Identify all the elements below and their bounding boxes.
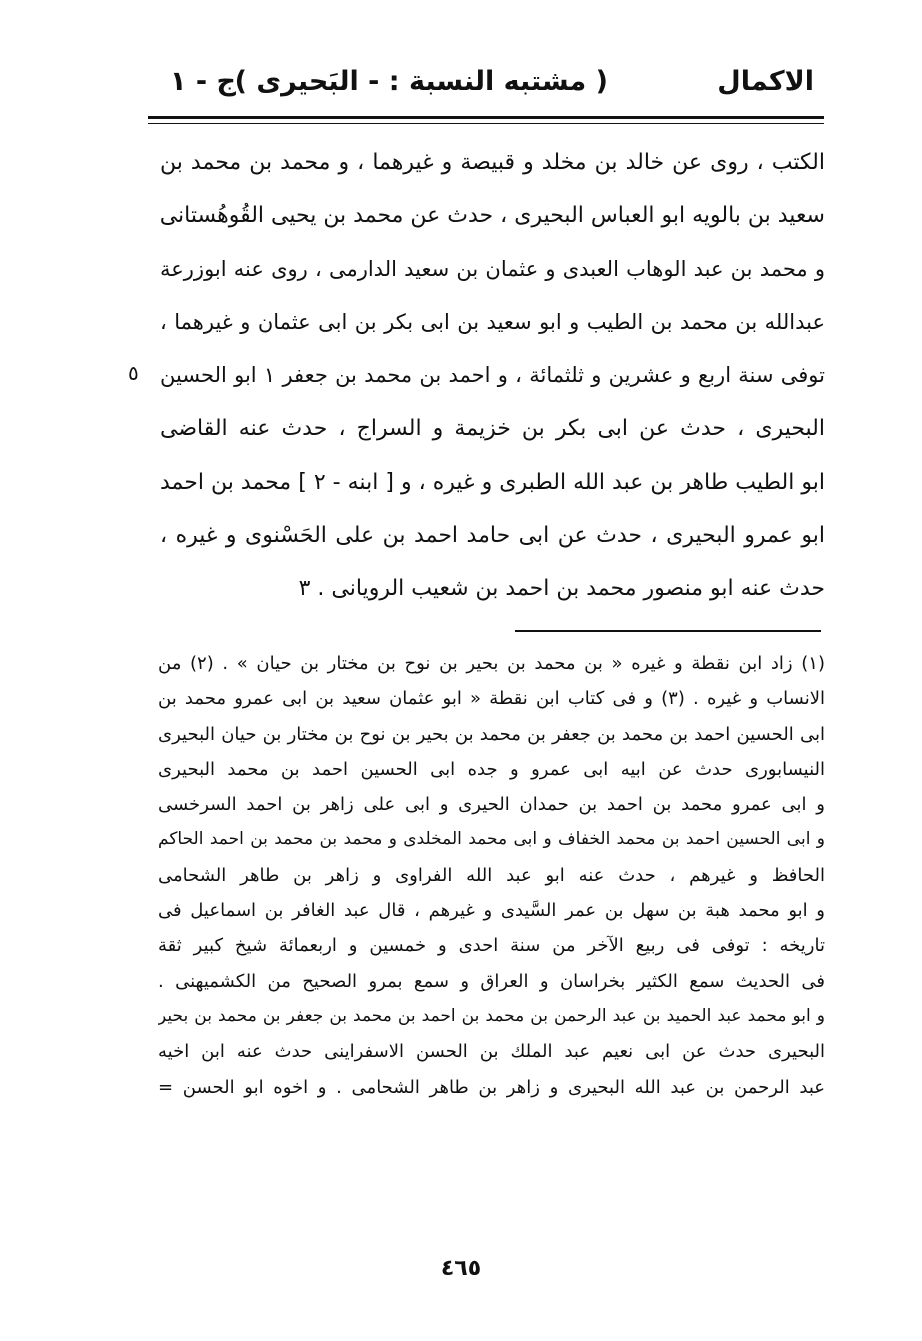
section-title: ( مشتبه النسبة : - البَحيرى ) (234, 66, 608, 97)
footnote-line: و ابى الحسين احمد بن محمد الخفاف و ابى محمد المخلدى و محمد بن محمد بن احمد الحاكم (158, 829, 825, 850)
main-text-line: حدث عنه ابو منصور محمد بن احمد بن شعيب الرويانى . ٣ (298, 576, 825, 602)
volume-label: ج - ١ (170, 66, 236, 97)
footnote-line: ابى الحسين احمد بن محمد بن جعفر بن محمد بن بحير بن نوح بن مختار بن حيان البحيرى (158, 723, 825, 745)
footnote-rule (515, 630, 821, 632)
main-text-line: سعيد بن بالويه ابو العباس البحيرى ، حدث عن محمد بن يحيى القُوهُستانى (160, 203, 825, 229)
header-rule-thick (148, 116, 824, 119)
footnote-line: (١) زاد ابن نقطة و غيره « بن محمد بن بحير بن نوح بن مختار بن حيان » . (٢) من (158, 653, 825, 674)
footnote-line: تاريخه : توفى فى ربيع الآخر من سنة احدى و خمسين و اربعمائة شيخ كبير ثقة (158, 935, 825, 957)
footnote-line: الحافظ و غيرهم ، حدث عنه ابو عبد الله الفراوى و زاهر بن طاهر الشحامى (158, 864, 825, 886)
main-text-line: ابو الطيب طاهر بن عبد الله الطبرى و غيره ، و [ ابنه - ٢ ] محمد بن احمد (160, 469, 825, 495)
main-text (160, 136, 825, 616)
footnote-line: فى الحديث سمع الكثير بخراسان و العراق و سمع بمرو الصحيح من الكشميهنى . (158, 970, 825, 992)
main-text-line: توفى سنة اربع و عشرين و ثلثمائة ، و احمد بن محمد بن جعفر ١ ابو الحسين (160, 363, 825, 388)
book-title: الاكمال (717, 66, 814, 97)
footnote-line: البحيرى حدث عن ابى نعيم عبد الملك بن الحسن الاسفراينى حدث عنه ابن اخيه (158, 1041, 825, 1063)
footnote-line: و ابو محمد عبد الحميد بن عبد الرحمن بن محمد بن احمد بن محمد بن جعفر بن محمد بن بحير (158, 1005, 825, 1026)
footnote-line: و ابو محمد هبة بن سهل بن عمر السَّيدى و غيرهم ، قال عبد الغافر بن اسماعيل فى (158, 900, 825, 922)
main-text-line: ابو عمرو البحيرى ، حدث عن ابى حامد احمد بن على الحَسْنوى و غيره ، (160, 523, 825, 549)
header-rule-thin (148, 123, 824, 124)
main-text-line: البحيرى ، حدث عن ابى بكر بن خزيمة و السراج ، حدث عنه القاضى (160, 416, 825, 442)
main-text-line: عبدالله بن محمد بن الطيب و ابو سعيد بن ابى بكر بن ابى عثمان و غيرهما ، (160, 309, 825, 334)
page-number: ٤٦٥ (440, 1256, 482, 1281)
line-number-mark: ٥ (128, 361, 139, 385)
main-text-line: الكتب ، روى عن خالد بن مخلد و قبيصة و غيرهما ، و محمد بن محمد بن (160, 150, 825, 175)
main-text-line: و محمد بن عبد الوهاب العبدى و عثمان بن سعيد الدارمى ، روى عنه ابوزرعة (160, 256, 825, 281)
footnotes (158, 646, 825, 1105)
footnote-line: و ابى عمرو محمد بن احمد بن حمدان الحيرى و ابى على زاهر بن احمد السرخسى (158, 794, 825, 816)
footnote-line: الانساب و غيره . (٣) و فى كتاب ابن نقطة « ابو عثمان سعيد بن ابى عمرو محمد بن (158, 688, 825, 710)
footnote-line: عبد الرحمن بن عبد الله البحيرى و زاهر بن طاهر الشحامى . و اخوه ابو الحسن = (158, 1076, 825, 1098)
running-header (150, 58, 822, 110)
footnote-line: النيسابورى حدث عن ابيه ابى عمرو و جده ابى الحسين احمد بن محمد البحيرى (158, 758, 825, 780)
